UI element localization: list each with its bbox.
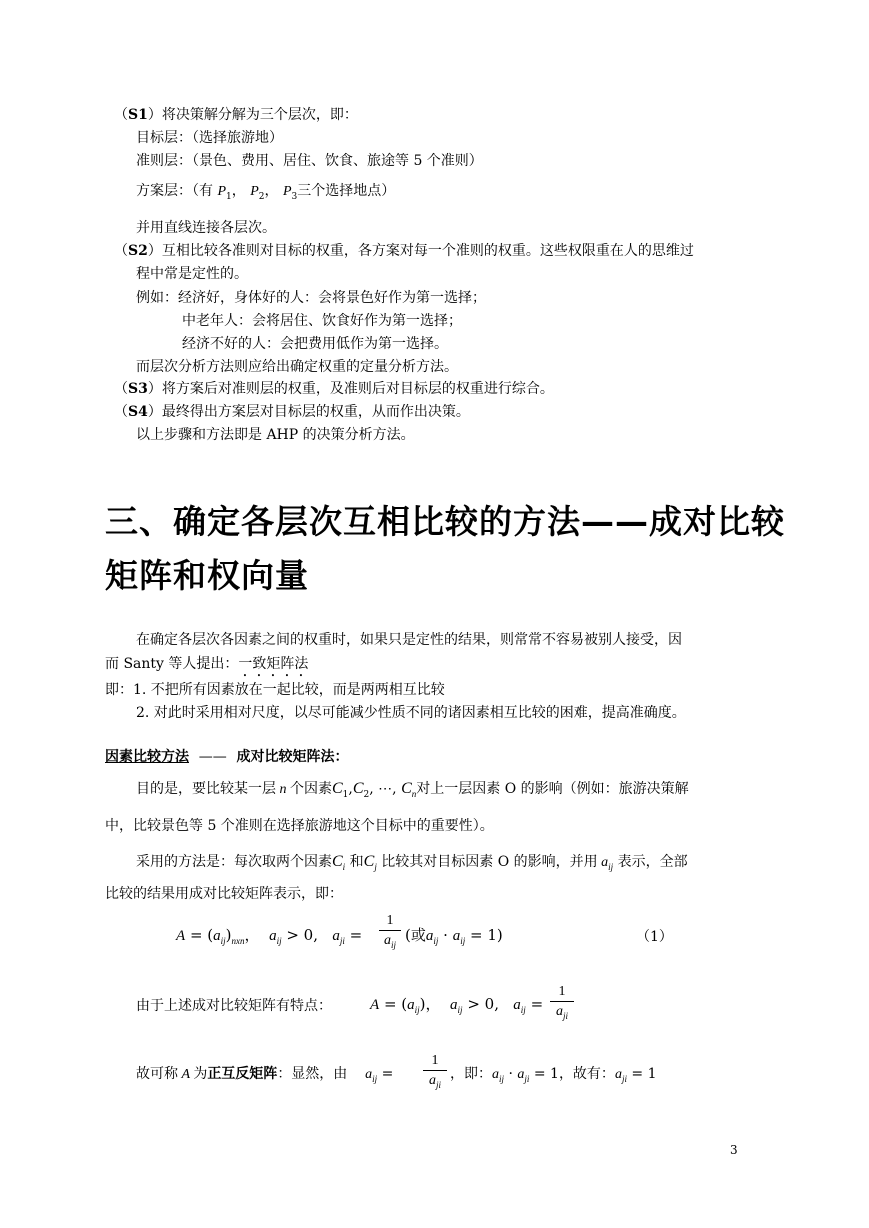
equation-1-right: (或$a_{ij} \cdot a_{ij} = 1$)	[405, 926, 503, 946]
feature-equation: $A = (a_{ij})$， $a_{ij} > 0$, $a_{ij}$ =	[370, 995, 544, 1015]
criteria-layer: 准则层：（景色、费用、居住、饮食、旅途等 5 个准则）	[136, 153, 483, 169]
section-heading-line2: 矩阵和权向量	[105, 556, 309, 595]
purpose-line2: 中，比较景色等 5 个准则在选择旅游地这个目标中的重要性）。	[105, 818, 494, 834]
approach-line1: 采用的方法是：每次取两个因素$C_i$ 和$C_j$ 比较其对目标因素 O 的影响，并用 $a_{ij}$ 表示，全部	[136, 853, 688, 872]
step-s2-cont: 程中常是定性的。	[136, 266, 248, 282]
reciprocal-fraction: 1 $a_{ji}$	[423, 1052, 447, 1095]
purpose-line1: 目的是，要比较某一层 n 个因素$C_1,C_2$, ⋯, $C_n$对上一层因素 O 的影响（例如：旅游决策解	[136, 780, 689, 800]
intro-item2: 2. 对此时采用相对尺度，以尽可能减少性质不同的诸因素相互比较的困难，提高准确度。	[136, 705, 686, 721]
step-s4: （S4）最终得出方案层对目标层的权重，从而作出决策。	[114, 404, 470, 420]
page-number: 3	[730, 1143, 738, 1157]
feature-fraction: 1 $a_{ji}$	[550, 983, 574, 1026]
intro-item1: 即：1. 不把所有因素放在一起比较，而是两两相互比较	[105, 682, 445, 698]
goal-layer: 目标层：（选择旅游地）	[136, 130, 283, 146]
equation-1-left: $A = (a_{ij})_{nxn}$， $a_{ij} > 0$, $a_{ji}$ =	[176, 926, 363, 946]
summary-text: 以上步骤和方法即是 AHP 的决策分析方法。	[136, 427, 415, 443]
section-heading-line1: 三、确定各层次互相比较的方法——成对比较	[105, 502, 785, 541]
reciprocal-line: 故可称 A 为正互反矩阵：显然，由 $a_{ij}$ =	[136, 1066, 394, 1084]
example-1: 例如：经济好，身体好的人：会将景色好作为第一选择；	[136, 290, 486, 306]
approach-line2: 比较的结果用成对比较矩阵表示，即：	[105, 886, 343, 902]
step-s3: （S3）将方案后对准则层的权重，及准则后对目标层的权重进行综合。	[114, 381, 554, 397]
emphasis-term: 一致矩阵法	[238, 656, 309, 672]
alternative-layer: 方案层：（有 $P_1$， $P_2$， $P_3$三个选择地点）	[136, 183, 396, 202]
example-2: 中老年人：会将居住、饮食好作为第一选择；	[182, 313, 462, 329]
example-3: 经济不好的人：会把费用低作为第一选择。	[182, 336, 448, 352]
step-s2-note: 而层次分析方法则应给出确定权重的定量分析方法。	[136, 359, 458, 375]
connect-note: 并用直线连接各层次。	[136, 220, 276, 236]
method-heading: 因素比较方法 —— 成对比较矩阵法：	[105, 749, 349, 765]
equation-number: （1）	[636, 929, 673, 945]
step-s2: （S2）互相比较各准则对目标的权重，各方案对每一个准则的权重。这些权限重在人的思维过	[114, 243, 694, 259]
reciprocal-line-end: ，即：$a_{ij} \cdot a_{ji} = 1$，故有：$a_{ji} = 1$	[450, 1066, 657, 1084]
equation-1-fraction: 1 $a_{ij}$	[379, 912, 401, 955]
step-s1: （S1）将决策解分解为三个层次，即：	[114, 107, 358, 123]
intro-line1: 在确定各层次各因素之间的权重时，如果只是定性的结果，则常常不容易被别人接受，因	[136, 632, 682, 648]
feature-text: 由于上述成对比较矩阵有特点：	[136, 998, 332, 1014]
intro-line2: 而 Santy 等人提出：一致矩阵法	[105, 656, 309, 672]
